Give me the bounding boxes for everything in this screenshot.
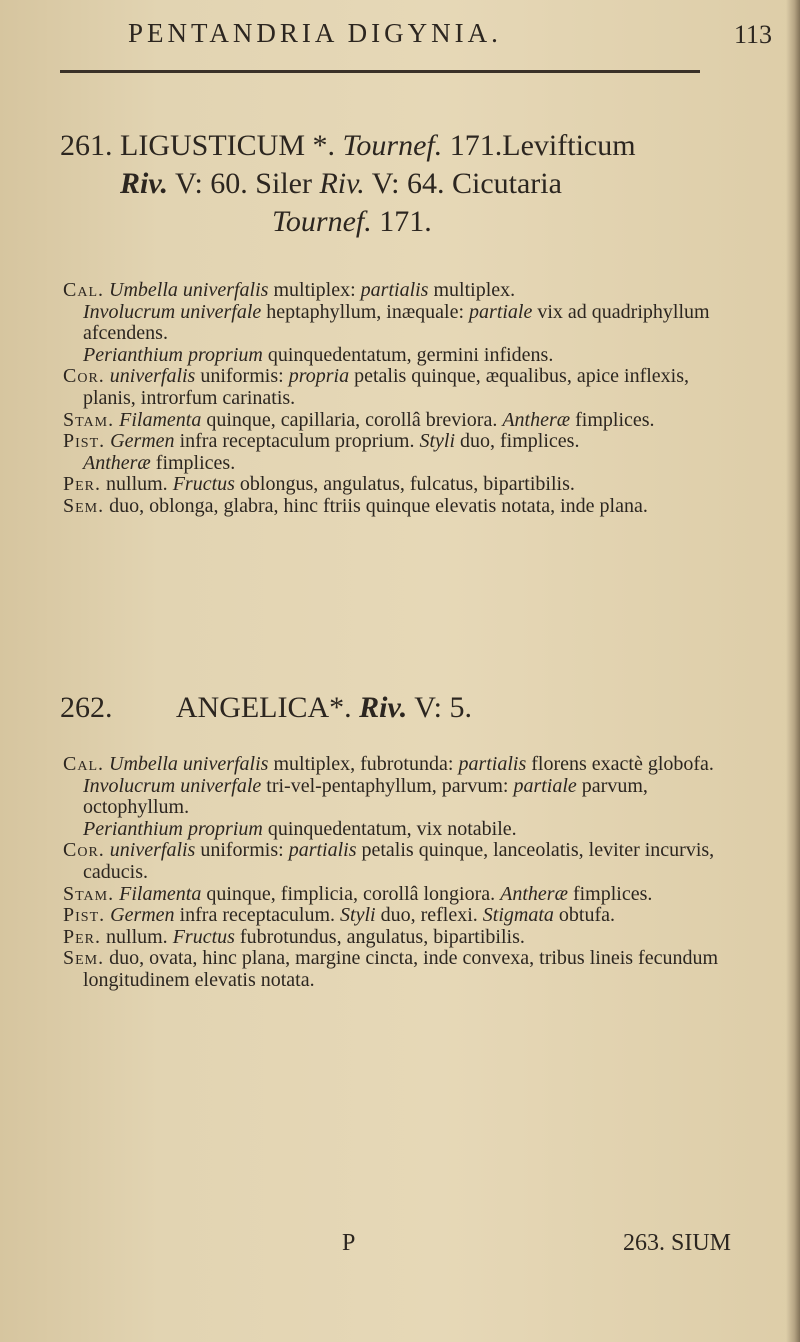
- synonym: Siler: [255, 167, 312, 200]
- page-edge-shadow: [786, 0, 800, 1342]
- calyx-paragraph: Cal. Umbella univerfalis multiplex: partialis multiplex. Involucrum univerfale heptaphyllum, inæquale: partiale vix ad quadriphyllum afcendens. Perianthium proprium quinquedentatum, germini infidens.: [63, 279, 710, 366]
- reference-number: V: 64.: [371, 167, 445, 200]
- catchword: 263. SIUM: [623, 1230, 732, 1256]
- entry-number: 261.: [60, 129, 113, 162]
- reference-author: Tournef.: [272, 205, 372, 238]
- corolla-paragraph: Cor. univerfalis uniformis: propria petalis quinque, æqualibus, apice inflexis, planis, introrfum carinatis.: [63, 365, 690, 409]
- reference-author: Tournef.: [342, 129, 443, 162]
- genus-name: LIGUSTICUM: [120, 129, 305, 162]
- entry-261-heading-line3: [272, 204, 432, 240]
- reference-number: 171.: [379, 205, 432, 238]
- entry-262-description: [63, 754, 723, 992]
- entry-262-heading: [60, 690, 472, 726]
- synonym: Cicutaria: [451, 167, 562, 200]
- reference-author: Riv.: [319, 167, 365, 200]
- entry-261-heading-line1: [60, 128, 636, 164]
- type-mark: *.: [312, 129, 335, 162]
- pistil-paragraph: Pist. Germen infra receptaculum. Styli duo, reflexi. Stigmata obtufa.: [63, 904, 615, 927]
- corolla-paragraph: Cor. univerfalis uniformis: partialis petalis quinque, lanceolatis, leviter incurvis, caducis.: [63, 839, 715, 883]
- entry-number: 262.: [60, 691, 113, 724]
- reference-number: 171.: [449, 129, 503, 162]
- calyx-paragraph: Cal. Umbella univerfalis multiplex, fubrotunda: partialis florens exactè globofa. Involucrum univerfale tri-vel-pentaphyllum, parvum: partiale parvum, octophyllum. Perianthium proprium quinquedentatum, vix notabile.: [63, 753, 714, 840]
- seed-paragraph: Sem. duo, oblonga, glabra, hinc ftriis quinque elevatis notata, inde plana.: [63, 494, 648, 517]
- genus-name: ANGELICA: [175, 691, 330, 724]
- type-mark: *.: [329, 691, 352, 724]
- page-number: 113: [734, 20, 773, 49]
- signature-mark: P: [342, 1230, 356, 1256]
- stamen-paragraph: Stam. Filamenta quinque, capillaria, corollâ breviora. Antheræ fimplices.: [63, 408, 655, 431]
- header-rule: [60, 70, 700, 73]
- entry-261-description: [63, 280, 723, 518]
- seed-paragraph: Sem. duo, ovata, hinc plana, margine cincta, inde convexa, tribus lineis fecundum longitudinem elevatis notata.: [63, 947, 719, 991]
- stamen-paragraph: Stam. Filamenta quinque, fimplicia, corollâ longiora. Antheræ fimplices.: [63, 882, 653, 905]
- reference-number: V: 5.: [414, 691, 472, 724]
- synonym: Levifticum: [502, 129, 636, 162]
- pericarp-paragraph: Per. nullum. Fructus fubrotundus, angulatus, bipartibilis.: [63, 925, 525, 948]
- reference-number: V: 60.: [175, 167, 248, 200]
- reference-author: Riv.: [359, 691, 408, 724]
- entry-261-heading-line2: [120, 166, 562, 202]
- reference-author: Riv.: [120, 167, 169, 200]
- pericarp-paragraph: Per. nullum. Fructus oblongus, angulatus, fulcatus, bipartibilis.: [63, 473, 575, 496]
- running-head: PENTANDRIA DIGYNIA.: [128, 18, 502, 48]
- pistil-paragraph: Pist. Germen infra receptaculum proprium. Styli duo, fimplices. Antheræ fimplices.: [63, 430, 580, 474]
